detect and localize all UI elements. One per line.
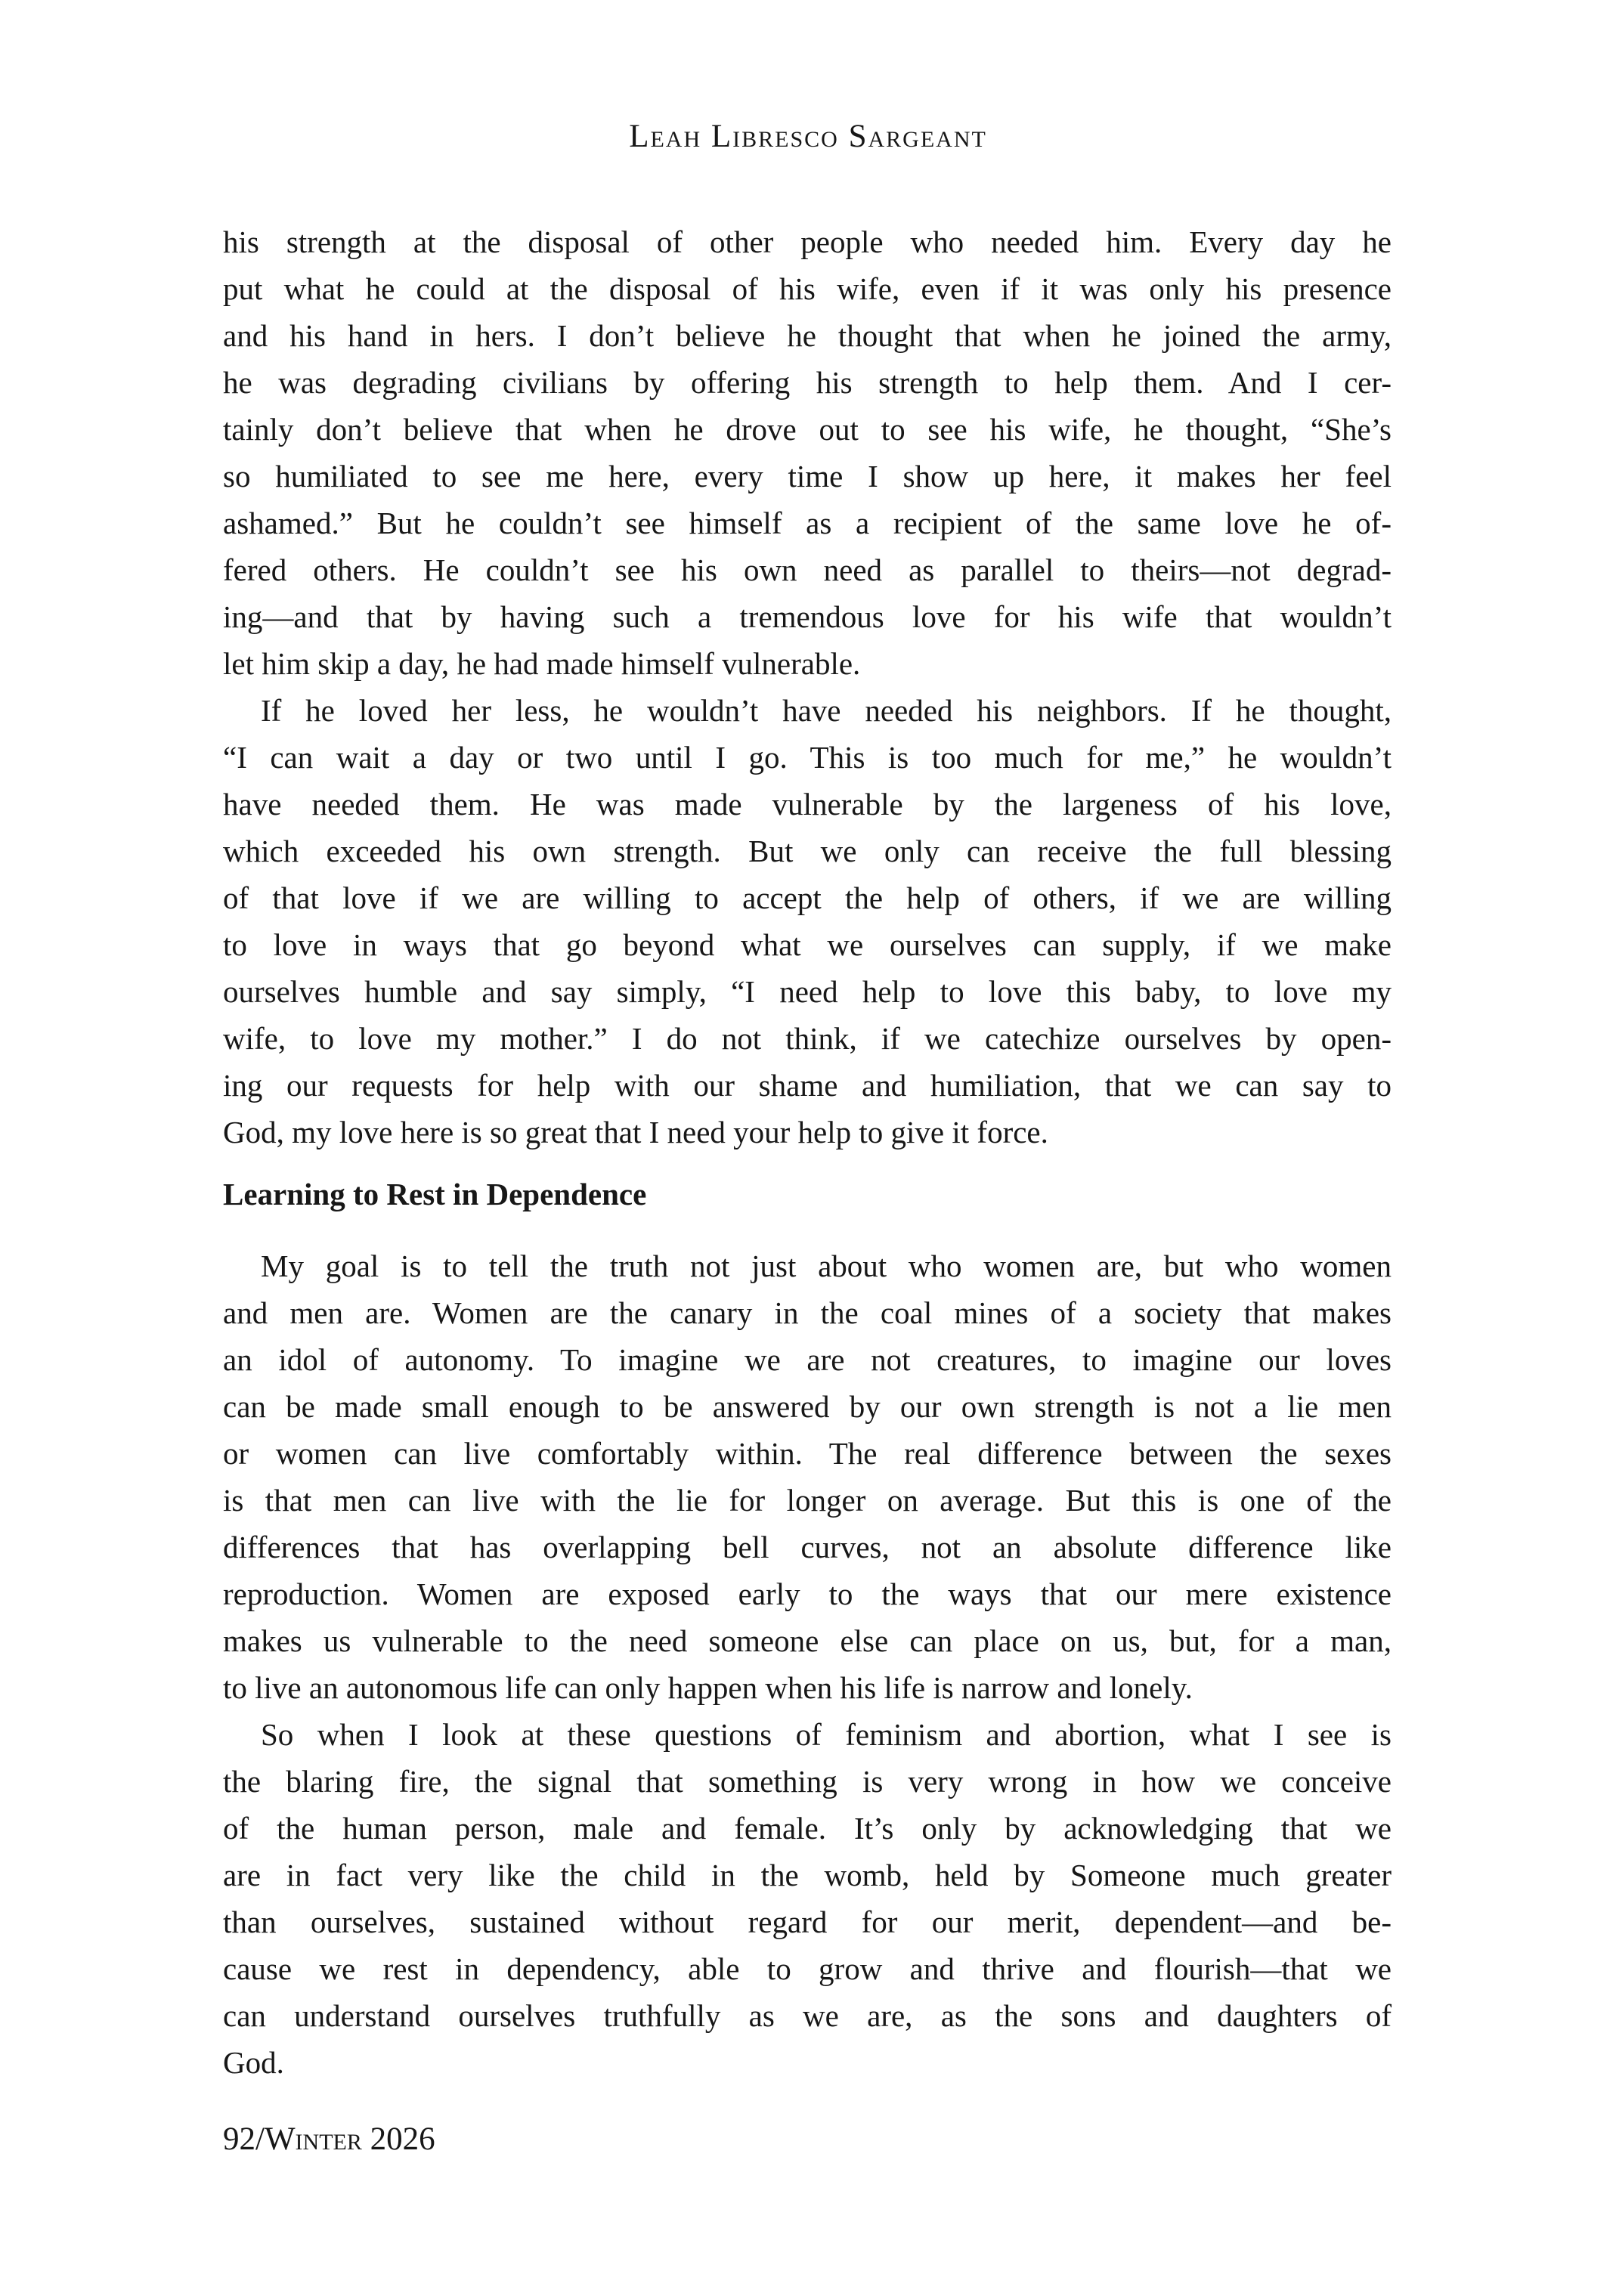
running-head-author: Leah Libresco Sargeant bbox=[629, 119, 987, 154]
text-line: reproduction. Women are exposed early to the ways that our mere existence bbox=[223, 1577, 1392, 1611]
paragraph bbox=[223, 1242, 1392, 1711]
text-line: ing—and that by having such a tremendous love for his wife that wouldn’t bbox=[223, 599, 1392, 634]
text-line: is that men can live with the lie for longer on average. But this is one of the bbox=[223, 1483, 1392, 1518]
text-line: the blaring fire, the signal that something is very wrong in how we conceive bbox=[223, 1764, 1392, 1799]
text-line: or women can live comfortably within. The real difference between the sexes bbox=[223, 1436, 1392, 1471]
text-line: So when I look at these questions of feminism and abortion, what I see is bbox=[261, 1717, 1392, 1752]
text-line: have needed them. He was made vulnerable by the largeness of his love, bbox=[223, 787, 1392, 822]
text-line: God, my love here is so great that I need your help to give it force. bbox=[223, 1115, 1048, 1150]
text-line: to live an autonomous life can only happen when his life is narrow and lonely. bbox=[223, 1670, 1193, 1705]
paragraph bbox=[223, 687, 1392, 1156]
text-line: so humiliated to see me here, every time I show up here, it makes her feel bbox=[223, 459, 1392, 494]
text-line: of the human person, male and female. It’s only by acknowledging that we bbox=[223, 1811, 1392, 1846]
text-line: cause we rest in dependency, able to grow and thrive and flourish—that we bbox=[223, 1951, 1392, 1986]
text-line: and his hand in hers. I don’t believe he thought that when he joined the army, bbox=[223, 318, 1392, 353]
paragraph bbox=[223, 1711, 1392, 2086]
text-line: If he loved her less, he wouldn’t have needed his neighbors. If he thought, bbox=[261, 693, 1392, 728]
text-line: put what he could at the disposal of his wife, even if it was only his presence bbox=[223, 271, 1392, 306]
text-line: differences that has overlapping bell curves, not an absolute difference like bbox=[223, 1530, 1392, 1564]
text-line: than ourselves, sustained without regard for our merit, dependent—and be- bbox=[223, 1905, 1392, 1939]
text-line: God. bbox=[223, 2045, 284, 2080]
text-line: can understand ourselves truthfully as we are, as the sons and daughters of bbox=[223, 1998, 1392, 2033]
text-line: ing our requests for help with our shame and humiliation, that we can say to bbox=[223, 1068, 1392, 1103]
text-line: which exceeded his own strength. But we only can receive the full blessing bbox=[223, 834, 1392, 868]
text-line: My goal is to tell the truth not just about who women are, but who women bbox=[261, 1249, 1392, 1283]
text-line: and men are. Women are the canary in the coal mines of a society that makes bbox=[223, 1295, 1392, 1330]
body-text-block bbox=[223, 218, 1392, 2086]
text-line: he was degrading civilians by offering his strength to help them. And I cer- bbox=[223, 365, 1392, 400]
text-line: tainly don’t believe that when he drove out to see his wife, he thought, “She’s bbox=[223, 412, 1392, 447]
text-line: let him skip a day, he had made himself vulnerable. bbox=[223, 646, 861, 681]
text-line: ashamed.” But he couldn’t see himself as a recipient of the same love he of- bbox=[223, 506, 1392, 540]
text-line: can be made small enough to be answered by our own strength is not a lie men bbox=[223, 1389, 1392, 1424]
text-line: wife, to love my mother.” I do not think, if we catechize ourselves by open- bbox=[223, 1021, 1392, 1056]
text-line: an idol of autonomy. To imagine we are not creatures, to imagine our loves bbox=[223, 1342, 1392, 1377]
text-line: of that love if we are willing to accept the help of others, if we are willing bbox=[223, 880, 1392, 915]
page-number-folio: 92/Winter 2026 bbox=[223, 2121, 435, 2157]
text-line: his strength at the disposal of other people who needed him. Every day he bbox=[223, 224, 1392, 259]
text-line: to love in ways that go beyond what we ourselves can supply, if we make bbox=[223, 927, 1392, 962]
paragraph bbox=[223, 218, 1392, 687]
text-line: ourselves humble and say simply, “I need help to love this baby, to love my bbox=[223, 974, 1392, 1009]
section-heading: Learning to Rest in Dependence bbox=[223, 1177, 647, 1211]
text-line: are in fact very like the child in the womb, held by Someone much greater bbox=[223, 1858, 1392, 1892]
text-line: fered others. He couldn’t see his own need as parallel to theirs—not degrad- bbox=[223, 552, 1392, 587]
text-line: “I can wait a day or two until I go. This is too much for me,” he wouldn’t bbox=[223, 740, 1392, 775]
text-line: makes us vulnerable to the need someone else can place on us, but, for a man, bbox=[223, 1623, 1392, 1658]
